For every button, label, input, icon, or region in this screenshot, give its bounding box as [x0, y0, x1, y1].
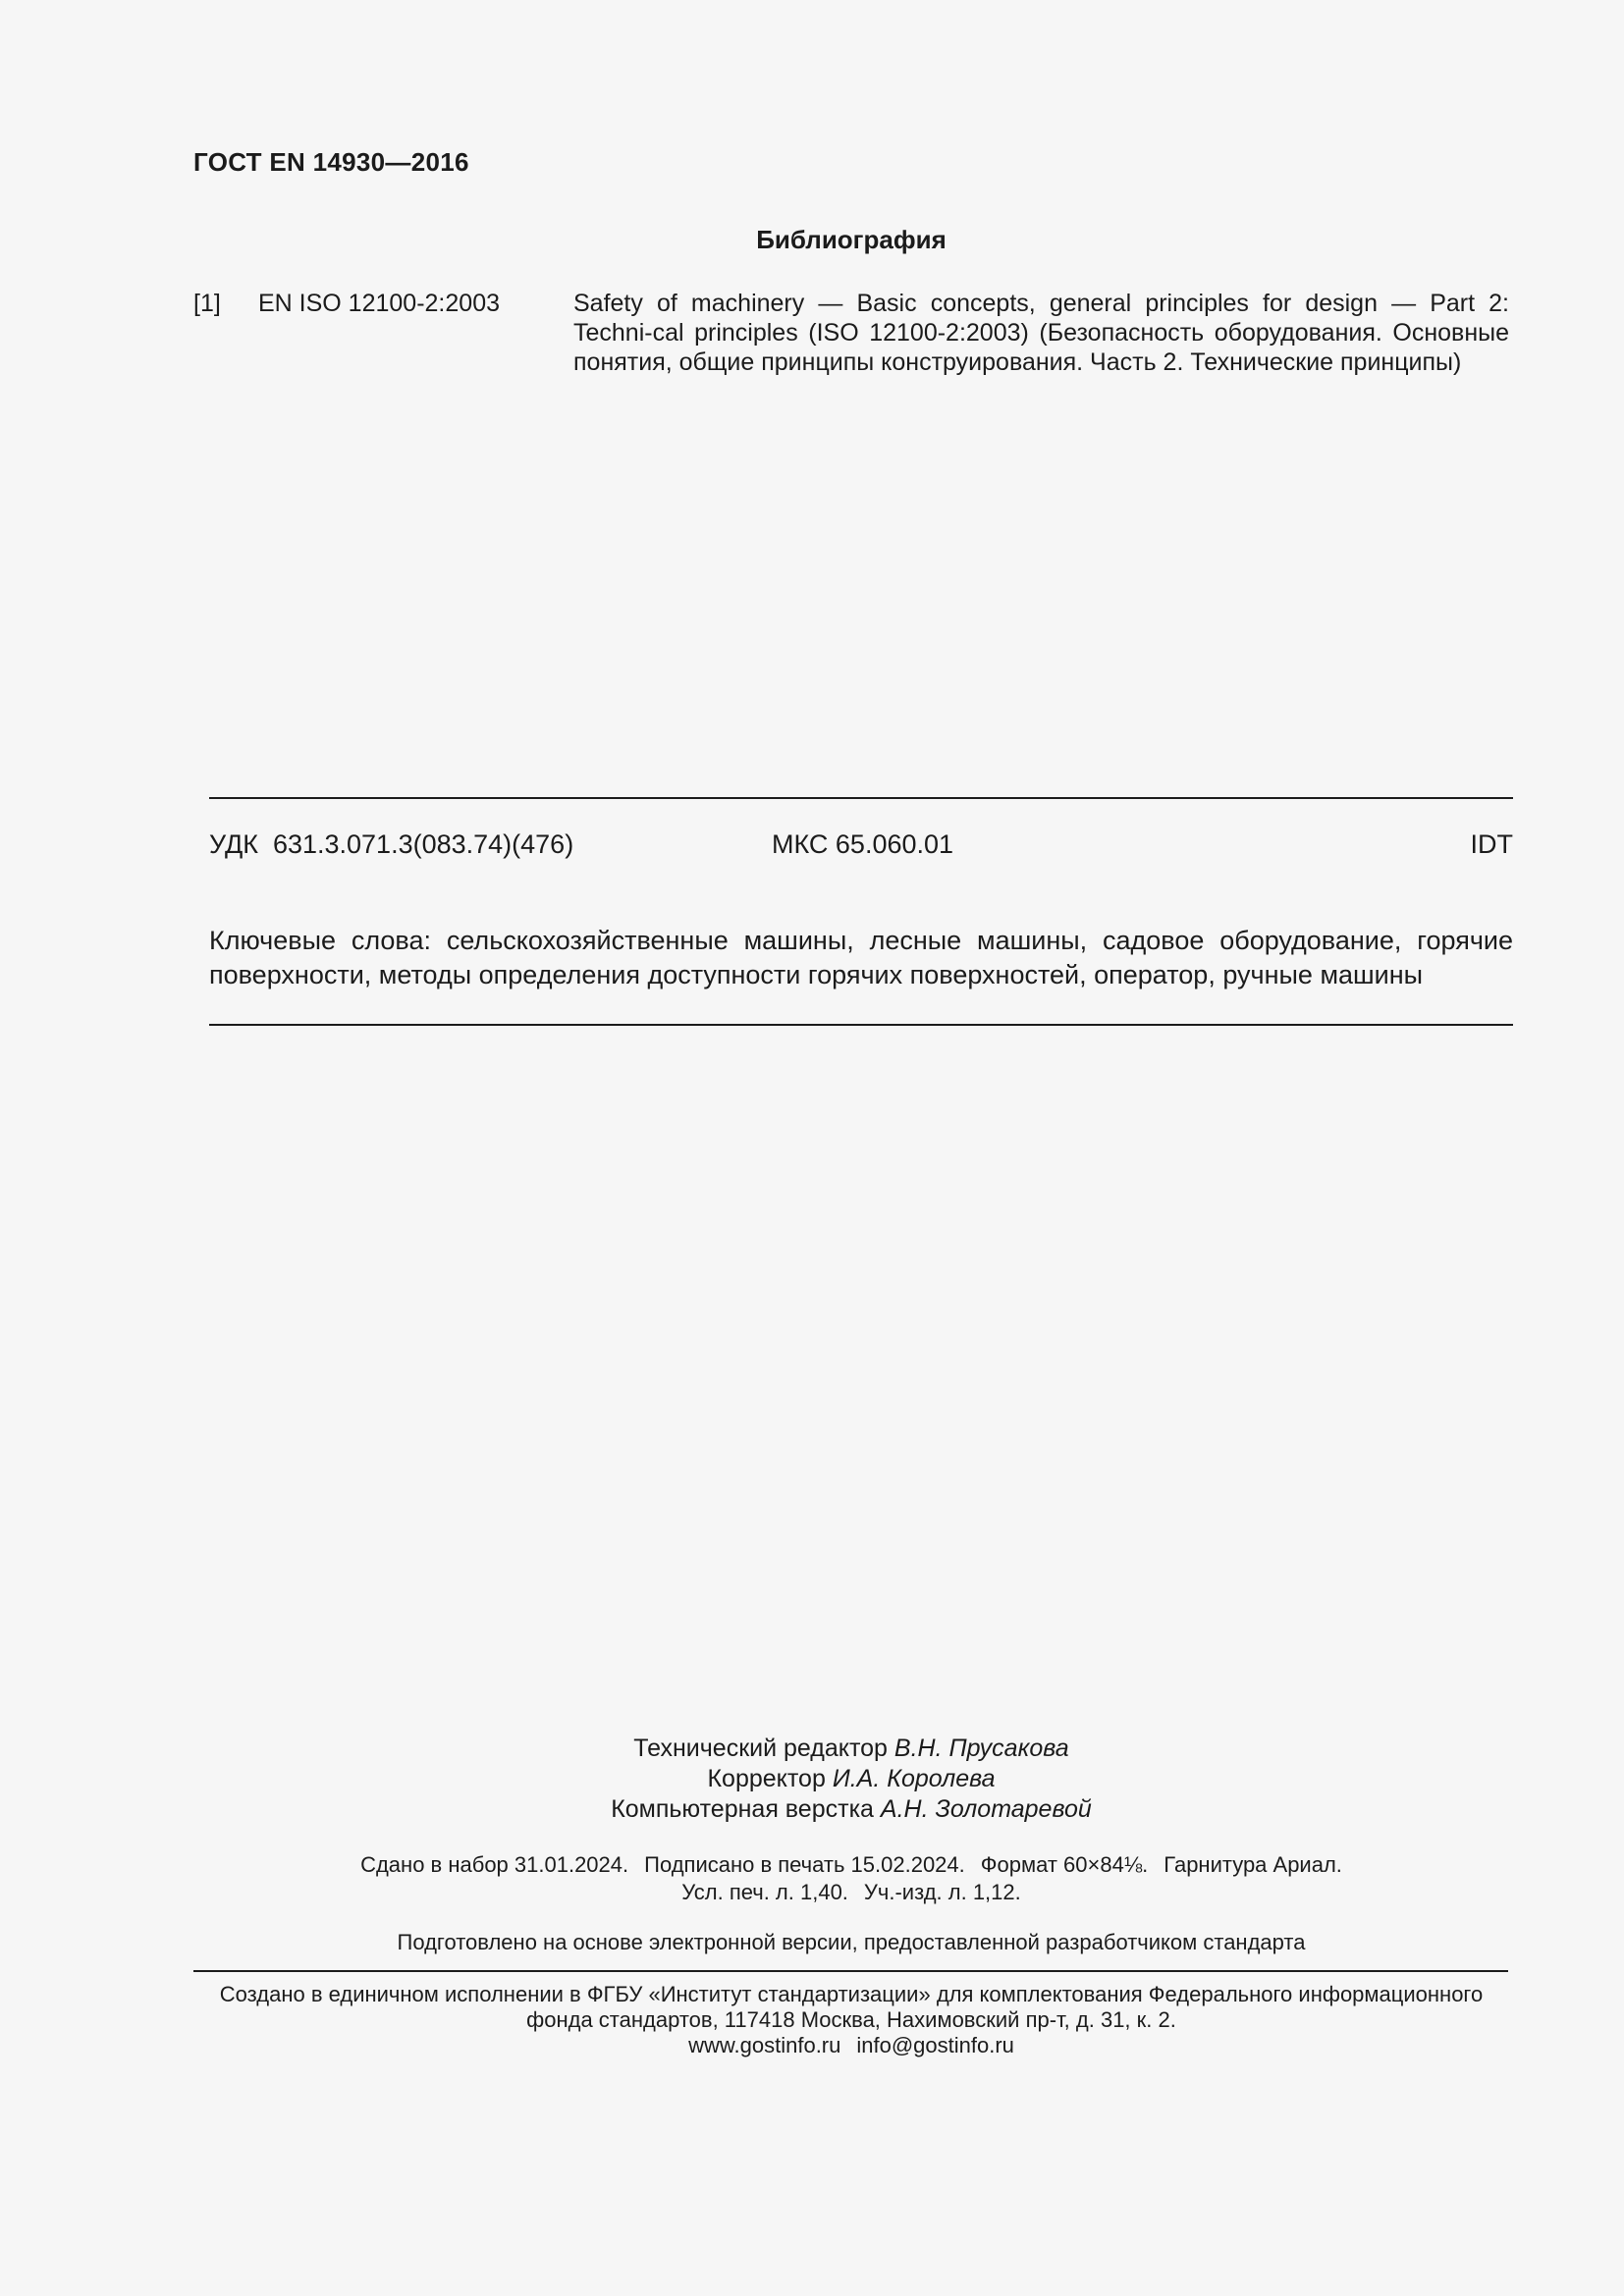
bibliography-heading: Библиография	[756, 225, 947, 254]
layout-label: Компьютерная верстка	[611, 1795, 874, 1823]
publication-sheets: Уч.-изд. л. 1,12.	[863, 1880, 1021, 1904]
email-link[interactable]: info@gostinfo.ru	[856, 2033, 1014, 2057]
classification-row	[209, 829, 1513, 865]
udk-code: УДК 631.3.071.3(083.74)(476)	[209, 829, 574, 859]
divider-footer	[193, 1970, 1508, 1972]
corrector-label: Корректор	[707, 1765, 826, 1792]
editors-block	[0, 1734, 1624, 1825]
imprint-block	[0, 1851, 1624, 1906]
typeface: Гарнитура Ариал.	[1164, 1852, 1342, 1877]
mks-code: МКС 65.060.01	[772, 829, 954, 859]
tech-editor-label: Технический редактор	[633, 1735, 888, 1762]
created-note	[0, 1982, 1624, 2058]
contacts-line	[0, 2033, 1624, 2058]
signed-date: Подписано в печать 15.02.2024.	[644, 1852, 965, 1877]
created-note-line-1: Создано в единичном исполнении в ФГБУ «Институт стандартизации» для комплектования Федерального информационного	[219, 1982, 1484, 2006]
imprint-line-1	[0, 1851, 1624, 1879]
tech-editor-line	[0, 1734, 1624, 1764]
created-note-line-2: фонда стандартов, 117418 Москва, Нахимовский пр-т, д. 31, к. 2.	[526, 2007, 1176, 2032]
document-code: ГОСТ EN 14930—2016	[193, 147, 469, 177]
bibliography-entry-description: Safety of machinery — Basic concepts, general principles for design — Part 2: Techni-cal principles (ISO 12100-2:2003) (Безопасность оборудования. Основные понятия, общие принципы конструирования. Часть 2. Технические принципы)	[573, 290, 1509, 376]
tech-editor-name: В.Н. Прусакова	[893, 1735, 1069, 1762]
website-link[interactable]: www.gostinfo.ru	[688, 2033, 841, 2057]
print-sheets: Усл. печ. л. 1,40.	[681, 1880, 848, 1904]
prepared-note: Подготовлено на основе электронной версии, предоставленной разработчиком стандарта	[397, 1930, 1306, 1954]
bibliography-entry-standard: EN ISO 12100-2:2003	[258, 290, 500, 317]
keywords-paragraph: Ключевые слова: сельскохозяйственные машины, лесные машины, садовое оборудование, горячие поверхности, методы определения доступности горячих поверхностей, оператор, ручные машины	[209, 926, 1513, 989]
imprint-line-2	[0, 1879, 1624, 1906]
divider-bottom	[209, 1024, 1513, 1026]
corrector-line	[0, 1764, 1624, 1794]
paper-format: Формат 60×84⅛.	[980, 1852, 1149, 1877]
layout-name: А.Н. Золотаревой	[880, 1795, 1092, 1823]
layout-line	[0, 1794, 1624, 1825]
submitted-date: Сдано в набор 31.01.2024.	[360, 1852, 629, 1877]
idt-label: IDT	[1470, 829, 1513, 859]
bibliography-entry-number: [1]	[193, 290, 221, 317]
corrector-name: И.А. Королева	[832, 1765, 996, 1792]
divider-top	[209, 797, 1513, 799]
